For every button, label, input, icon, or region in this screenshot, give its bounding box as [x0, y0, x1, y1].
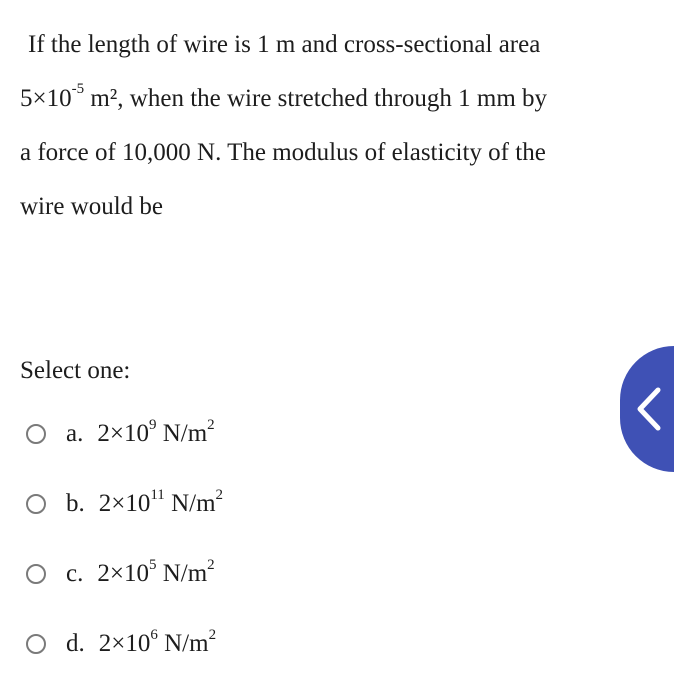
question-line-2 — [20, 72, 660, 126]
option-a[interactable] — [26, 414, 215, 454]
question-line-2-exponent: -5 — [71, 80, 85, 97]
option-unit-exponent: 2 — [208, 626, 217, 643]
option-text — [97, 416, 215, 448]
option-exponent: 9 — [148, 416, 157, 433]
chevron-left-icon — [634, 386, 664, 432]
question-text — [20, 18, 660, 234]
option-letter: b. — [66, 490, 85, 517]
radio-button-b[interactable] — [26, 494, 46, 514]
radio-button-d[interactable] — [26, 634, 46, 654]
question-line-1: If the length of wire is 1 m and cross-sectional area — [28, 31, 541, 58]
option-b[interactable] — [26, 484, 223, 524]
option-base: 2×10 — [97, 560, 149, 587]
option-unit: N/m — [164, 490, 216, 517]
option-c[interactable] — [26, 554, 215, 594]
select-one-label: Select one: — [20, 357, 131, 384]
question-line-4: wire would be — [20, 193, 164, 220]
option-letter: d. — [66, 630, 85, 657]
option-text — [98, 486, 224, 518]
option-unit: N/m — [156, 420, 208, 447]
option-unit: N/m — [157, 630, 209, 657]
option-exponent: 5 — [148, 556, 157, 573]
option-letter: c. — [66, 560, 84, 587]
option-base: 2×10 — [98, 630, 151, 657]
option-d[interactable] — [26, 624, 216, 664]
radio-button-a[interactable] — [26, 424, 46, 444]
option-text — [98, 626, 217, 658]
option-text — [97, 556, 215, 588]
question-line-2-rest: m², when the wire stretched through 1 mm by — [84, 85, 548, 112]
option-unit: N/m — [156, 560, 208, 587]
option-exponent: 11 — [150, 486, 165, 503]
question-line-2-base: 5×10 — [20, 85, 72, 112]
option-base: 2×10 — [97, 420, 149, 447]
option-unit-exponent: 2 — [215, 486, 224, 503]
radio-button-c[interactable] — [26, 564, 46, 584]
question-line-3: a force of 10,000 N. The modulus of elasticity of the — [20, 139, 546, 166]
option-letter: a. — [66, 420, 84, 447]
option-exponent: 6 — [150, 626, 158, 643]
option-base: 2×10 — [98, 490, 151, 517]
previous-nav-tab[interactable] — [620, 346, 674, 472]
option-unit-exponent: 2 — [207, 416, 215, 433]
option-unit-exponent: 2 — [207, 556, 215, 573]
